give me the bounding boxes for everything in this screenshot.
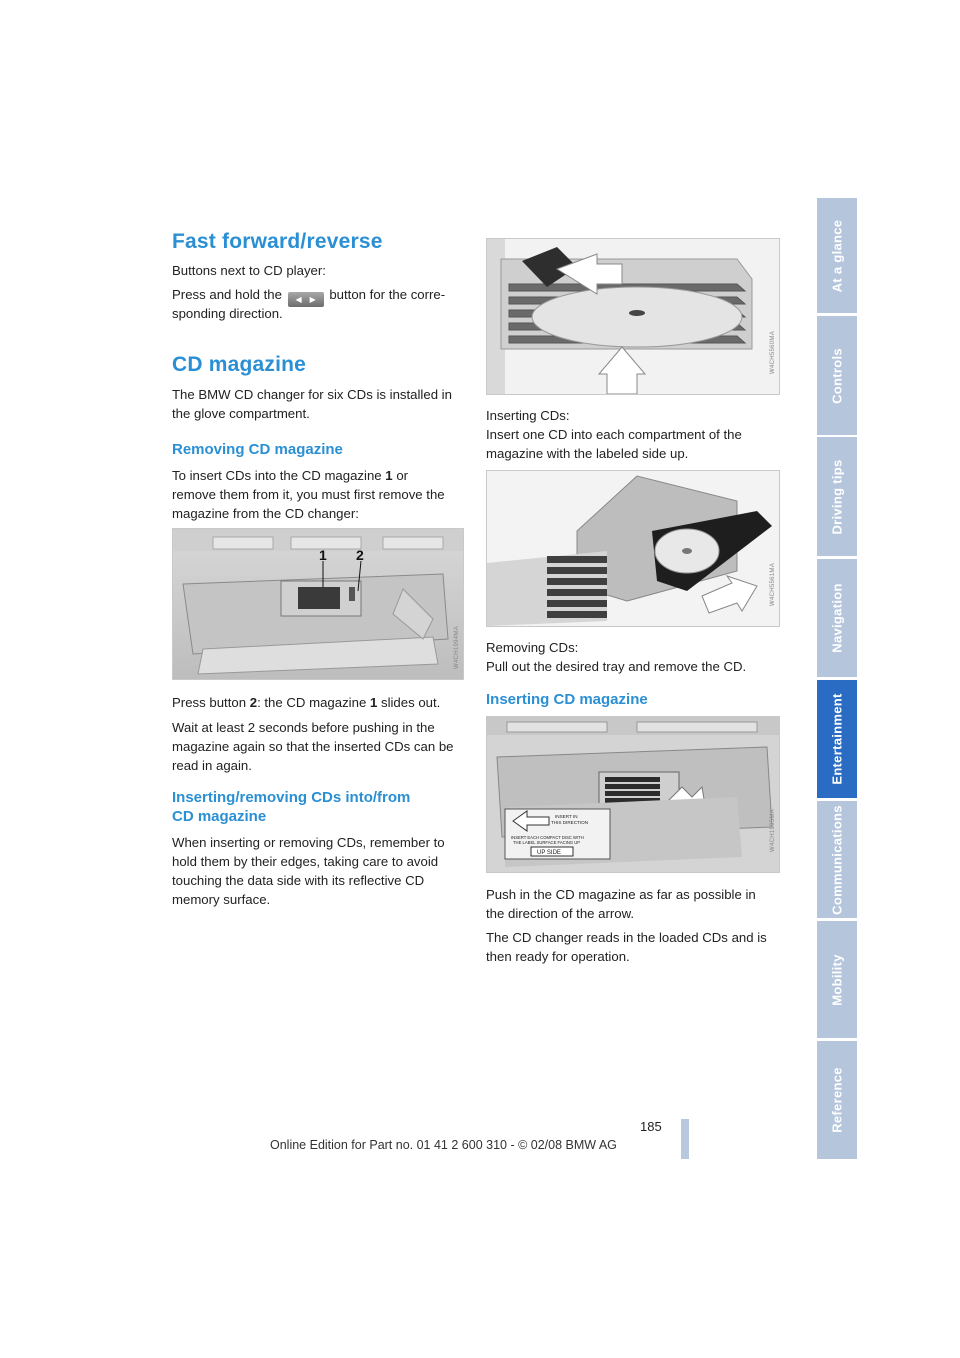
wait-text-l2: magazine again so that the inserted CDs can be <box>172 739 454 754</box>
tab-label: Communications <box>829 804 845 915</box>
removing-text-l3: magazine from the CD changer: <box>172 506 359 521</box>
tab-controls[interactable] <box>817 316 857 435</box>
tab-label: Reference <box>829 1067 845 1133</box>
removing-text-l1 <box>172 466 408 485</box>
figure-inserting-cd-magazine <box>486 716 780 873</box>
sticker-text-l4: THE LABEL SURFACE FACING UP <box>513 840 581 845</box>
figure-inserting-cds <box>486 238 780 395</box>
press-text-c: : the CD magazine <box>257 695 367 710</box>
handling-text-l3: touching the data side with its reflective CD <box>172 873 425 888</box>
section-title-cd-magazine: CD magazine <box>172 353 307 376</box>
reads-text-l2: then ready for operation. <box>486 949 630 964</box>
fast-forward-intro: Buttons next to CD player: <box>172 263 326 278</box>
cd-magazine-text-l1: The BMW CD changer for six CDs is installed in <box>172 387 452 402</box>
sticker-text-l2: THIS DIRECTION <box>551 820 589 825</box>
press-text-num1: 1 <box>369 695 378 710</box>
tab-driving-tips[interactable] <box>817 437 857 556</box>
removing-text-l2: remove them from it, you must first remove the <box>172 487 445 502</box>
tab-entertainment[interactable] <box>817 680 857 798</box>
figure-label-2: 2 <box>356 547 364 563</box>
tab-at-a-glance[interactable] <box>817 198 857 313</box>
handling-text-l4: memory surface. <box>172 892 271 907</box>
subtitle-inserting-removing-cds-l1: Inserting/removing CDs into/from <box>172 789 411 806</box>
sticker-text-l1: INSERT IN <box>555 814 578 819</box>
handling-text-l2: hold them by their edges, taking care to avoid <box>172 854 439 869</box>
inserting-cds-caption-l3: magazine with the labeled side up. <box>486 446 689 461</box>
removing-text-l1-c: or <box>396 468 409 483</box>
tab-label: Navigation <box>829 583 845 653</box>
inserting-cds-caption-l1: Inserting CDs: <box>486 408 570 423</box>
seek-buttons-icon: ◀ ▶ <box>288 292 324 307</box>
reads-text-l1: The CD changer reads in the loaded CDs and is <box>486 930 767 945</box>
instruction-text-line2: sponding direction. <box>172 306 283 321</box>
handling-text-l1: When inserting or removing CDs, remember to <box>172 835 445 850</box>
page-number: 185 <box>640 1119 662 1134</box>
removing-cds-caption-l1: Removing CDs: <box>486 640 579 655</box>
footer-text: Online Edition for Part no. 01 41 2 600 310 - © 02/08 BMW AG <box>270 1138 617 1152</box>
figure-code: W4CH1994MA <box>454 625 460 669</box>
instruction-text-before: Press and hold the <box>172 287 282 302</box>
sticker-text-l5: UP SIDE <box>537 850 561 856</box>
figure-code: W4CH5561MA <box>770 562 776 606</box>
wait-text-l3: read in again. <box>172 758 252 773</box>
tab-communications[interactable] <box>817 801 857 918</box>
tab-label: At a glance <box>829 219 845 292</box>
press-text-e: slides out. <box>380 695 441 710</box>
sticker-text-l3: INSERT EACH COMPACT DISC WITH <box>511 835 584 840</box>
tab-mobility[interactable] <box>817 921 857 1038</box>
figure-label-1: 1 <box>319 547 327 563</box>
tab-reference[interactable] <box>817 1041 857 1159</box>
tab-navigation[interactable] <box>817 559 857 677</box>
push-text-l2: the direction of the arrow. <box>486 906 635 921</box>
subtitle-removing-cd-magazine: Removing CD magazine <box>172 441 343 458</box>
figure-glove-compartment-removing <box>172 528 464 680</box>
figure-code: W4CH1995MA <box>770 808 776 852</box>
removing-text-l1-a: To insert CDs into the CD magazine <box>172 468 382 483</box>
push-text-l1: Push in the CD magazine as far as possible in <box>486 887 756 902</box>
footer-bar <box>681 1119 689 1159</box>
tab-label: Driving tips <box>829 458 845 535</box>
section-title-fast-forward: Fast forward/reverse <box>172 230 383 253</box>
figure-code: W4CH5560MA <box>770 330 776 374</box>
press-button-text <box>172 693 440 712</box>
cd-magazine-text-l2: the glove compartment. <box>172 406 310 421</box>
removing-text-l1-num: 1 <box>385 468 393 483</box>
tab-label: Entertainment <box>829 693 845 785</box>
subtitle-inserting-cd-magazine: Inserting CD magazine <box>486 691 648 708</box>
wait-text-l1: Wait at least 2 seconds before pushing in the <box>172 720 435 735</box>
removing-cds-caption-l2: Pull out the desired tray and remove the CD. <box>486 659 747 674</box>
press-text-a: Press button <box>172 695 247 710</box>
figure-removing-cds <box>486 470 780 627</box>
inserting-cds-caption-l2: Insert one CD into each compartment of the <box>486 427 742 442</box>
tab-label: Controls <box>829 347 845 404</box>
subtitle-inserting-removing-cds-l2: CD magazine <box>172 808 267 825</box>
tab-label: Mobility <box>829 953 845 1006</box>
instruction-text-after: button for the corre- <box>329 287 446 302</box>
press-text-num2: 2 <box>249 695 258 710</box>
